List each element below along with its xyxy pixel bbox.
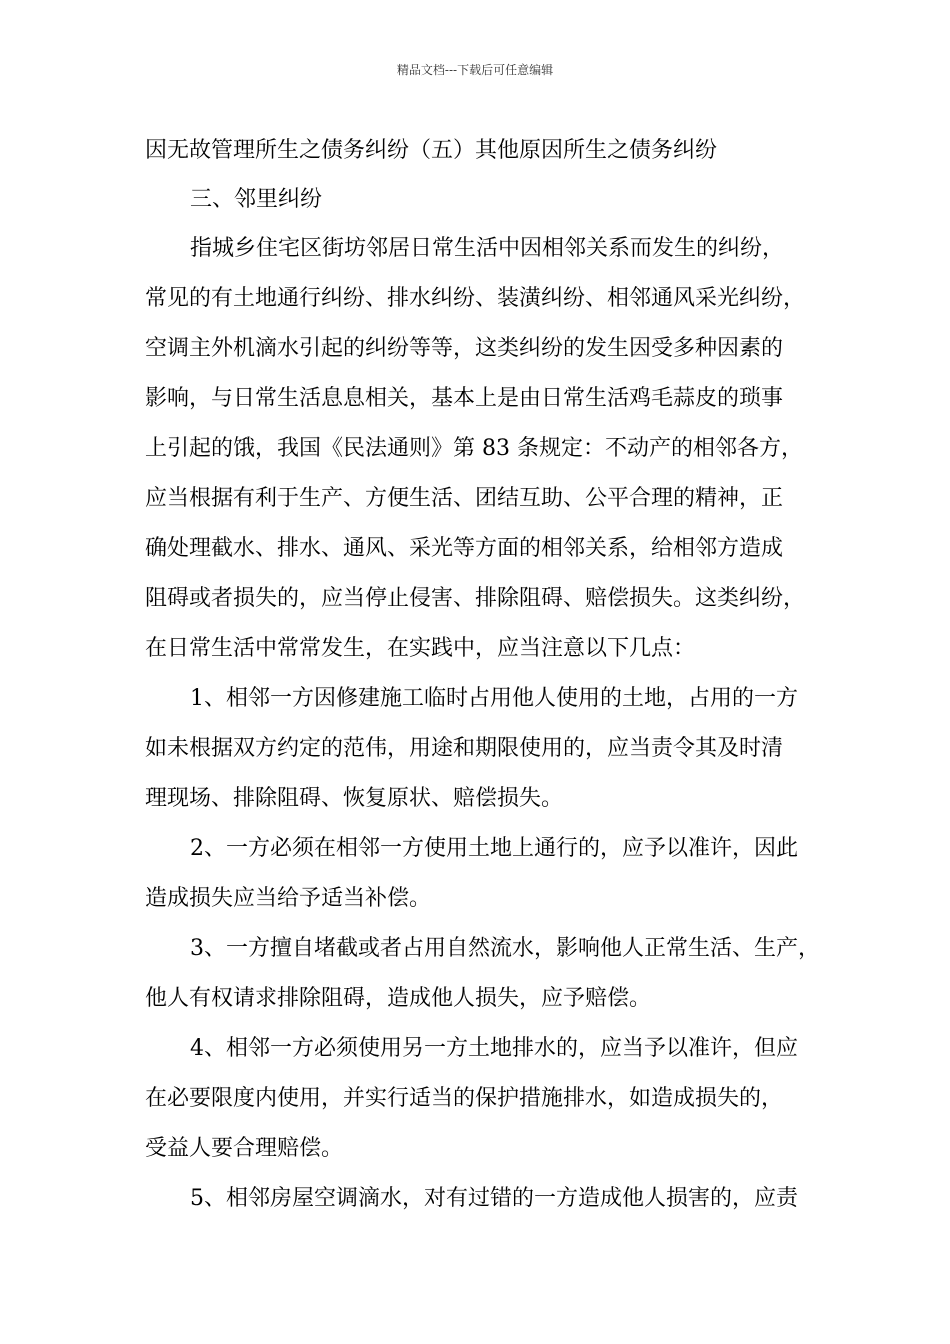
text-line: 空调主外机滴水引起的纠纷等等，这类纠纷的发生因受多种因素的 xyxy=(145,336,784,361)
text-line: 1、相邻一方因修建施工临时占用他人使用的土地，占用的一方 xyxy=(190,686,798,711)
text-line: 他人有权请求排除阻碍，造成他人损失，应予赔偿。 xyxy=(145,986,652,1011)
section-heading: 三、邻里纠纷 xyxy=(190,187,323,212)
text-line: 如未根据双方约定的范伟，用途和期限使用的，应当责令其及时清 xyxy=(145,736,784,761)
text-line: 在必要限度内使用，并实行适当的保护措施排水，如造成损失的， xyxy=(145,1086,784,1111)
text-line: 2、一方必须在相邻一方使用土地上通行的，应予以准许，因此 xyxy=(190,836,798,861)
text-line: 应当根据有利于生产、方便生活、团结互助、公平合理的精神，正 xyxy=(145,486,784,511)
page-header: 精品文档---下载后可任意编辑 xyxy=(396,63,554,77)
text-line: 指城乡住宅区街坊邻居日常生活中因相邻关系而发生的纠纷， xyxy=(190,236,785,261)
text-line: 上引起的饿，我国《民法通则》第 83 条规定：不动产的相邻各方， xyxy=(145,436,803,461)
text-line: 理现场、排除阻碍、恢复原状、赔偿损失。 xyxy=(145,786,564,811)
text-line: 在日常生活中常常发生，在实践中，应当注意以下几点： xyxy=(145,636,696,661)
text-line: 确处理截水、排水、通风、采光等方面的相邻关系，给相邻方造成 xyxy=(145,536,784,561)
text-line: 影响，与日常生活息息相关，基本上是由日常生活鸡毛蒜皮的琐事 xyxy=(145,386,784,411)
text-line: 4、相邻一方必须使用另一方土地排水的，应当予以准许，但应 xyxy=(190,1036,798,1061)
text-line: 常见的有土地通行纠纷、排水纠纷、装潢纠纷、相邻通风采光纠纷， xyxy=(145,286,806,311)
text-line: 受益人要合理赔偿。 xyxy=(145,1136,344,1161)
text-line: 造成损失应当给予适当补偿。 xyxy=(145,886,432,911)
text-line: 因无故管理所生之债务纠纷（五）其他原因所生之债务纠纷 xyxy=(145,138,718,163)
text-line: 阻碍或者损失的，应当停止侵害、排除阻碍、赔偿损失。这类纠纷， xyxy=(145,586,806,611)
text-line: 5、相邻房屋空调滴水，对有过错的一方造成他人损害的，应责 xyxy=(190,1186,798,1211)
text-line: 3、一方擅自堵截或者占用自然流水，影响他人正常生活、生产， xyxy=(190,936,820,961)
